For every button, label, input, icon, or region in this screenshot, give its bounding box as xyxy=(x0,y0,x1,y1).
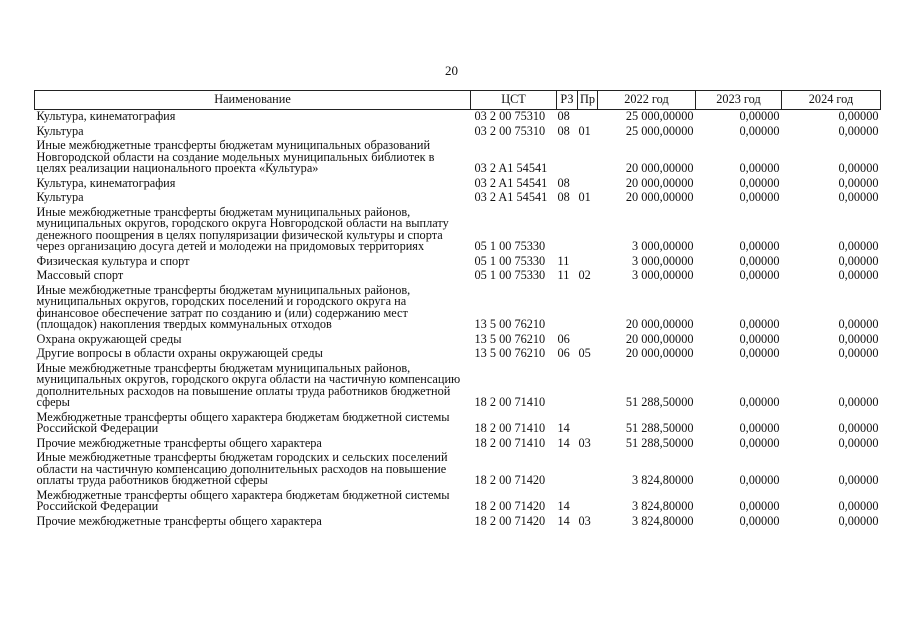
cell-pr: 01 xyxy=(578,190,591,204)
cell-2023: 0,00000 xyxy=(739,473,780,487)
cell-rz xyxy=(557,206,578,255)
cell-2023: 0,00000 xyxy=(739,109,780,123)
cell-name: Межбюджетные трансферты общего характера бюджетам бюджетной системы Российской Федерации xyxy=(36,409,450,435)
cell-2024: 0,00000 xyxy=(838,331,879,346)
table-row xyxy=(35,191,881,206)
cell-name: Иные межбюджетные трансферты бюджетам муниципальных образований Новгородской области на создание модельных муниципальных библиотек в целях реализации национального проекта «Культура» xyxy=(36,138,435,175)
cell-2024: 0,00000 xyxy=(838,346,879,360)
cell-2024: 0,00000 xyxy=(838,109,879,123)
cell-name: Иные межбюджетные трансферты бюджетам городских и сельских поселений области на частичную компенсацию дополнительных расходов на повышение оплаты труда работников бюджетной сферы xyxy=(36,450,448,487)
cell-2022: 25 000,00000 xyxy=(625,123,694,138)
cell-rz: 06 xyxy=(557,346,570,360)
cell-cst: 03 2 00 75310 xyxy=(474,109,546,123)
cell-rz: 08 xyxy=(557,175,570,190)
cell-2024: 0,00000 xyxy=(838,123,879,138)
cell-2024: 0,00000 xyxy=(838,239,879,253)
cell-name: Иные межбюджетные трансферты бюджетам муниципальных районов, муниципальных округов, городского округа области на частичную компенсацию дополнительных расходов на повышение оплаты труда работников бюджетной сферы xyxy=(36,360,461,409)
table-row xyxy=(35,269,881,284)
cell-2024: 0,00000 xyxy=(838,317,879,331)
cell-2023: 0,00000 xyxy=(739,331,780,346)
cell-cst: 05 1 00 75330 xyxy=(474,268,546,282)
cell-rz: 06 xyxy=(557,331,570,346)
cell-cst: 03 2 A1 54541 xyxy=(474,161,548,175)
table-row xyxy=(35,206,881,255)
cell-cst: 18 2 00 71420 xyxy=(474,499,546,513)
cell-cst: 18 2 00 71420 xyxy=(474,513,546,528)
cell-name: Прочие межбюджетные трансферты общего характера xyxy=(36,513,322,528)
cell-rz xyxy=(557,362,578,411)
cell-pr xyxy=(578,333,598,348)
cell-pr: 02 xyxy=(578,268,591,282)
cell-rz xyxy=(557,284,578,333)
column-header-pr: Пр xyxy=(578,91,598,110)
cell-2022: 20 000,00000 xyxy=(625,190,694,204)
cell-rz: 14 xyxy=(557,421,570,435)
cell-pr xyxy=(578,255,598,270)
cell-pr xyxy=(578,411,598,437)
table-row xyxy=(35,515,881,530)
cell-rz xyxy=(557,139,578,177)
table-row xyxy=(35,362,881,411)
table-row xyxy=(35,437,881,452)
cell-name: Культура xyxy=(36,190,84,204)
cell-2023: 0,00000 xyxy=(739,253,780,268)
cell-pr: 05 xyxy=(578,346,591,360)
cell-cst: 05 1 00 75330 xyxy=(474,239,546,253)
cell-cst: 18 2 00 71420 xyxy=(474,473,546,487)
cell-2022: 20 000,00000 xyxy=(625,346,694,360)
cell-pr xyxy=(578,362,598,411)
cell-name: Межбюджетные трансферты общего характера бюджетам бюджетной системы Российской Федерации xyxy=(36,487,450,513)
cell-2023: 0,00000 xyxy=(739,421,780,435)
cell-pr xyxy=(578,110,598,125)
cell-2023: 0,00000 xyxy=(739,175,780,190)
cell-name: Культура, кинематография xyxy=(36,109,176,123)
table-row xyxy=(35,125,881,140)
cell-cst: 18 2 00 71410 xyxy=(474,435,546,450)
cell-2024: 0,00000 xyxy=(838,395,879,409)
cell-2023: 0,00000 xyxy=(739,190,780,204)
column-header-name: Наименование xyxy=(35,91,471,110)
cell-name: Прочие межбюджетные трансферты общего характера xyxy=(36,435,322,450)
cell-rz: 11 xyxy=(557,268,570,282)
cell-name: Охрана окружающей среды xyxy=(36,331,182,346)
cell-cst: 03 2 00 75310 xyxy=(474,123,546,138)
cell-rz: 11 xyxy=(557,253,570,268)
cell-2022: 3 824,80000 xyxy=(632,499,694,513)
cell-cst: 05 1 00 75330 xyxy=(474,253,546,268)
table-row xyxy=(35,333,881,348)
table-header-row xyxy=(35,91,881,110)
cell-name: Культура, кинематография xyxy=(36,175,176,190)
cell-2022: 25 000,00000 xyxy=(625,109,694,123)
cell-2024: 0,00000 xyxy=(838,175,879,190)
page-number: 20 xyxy=(445,63,458,78)
cell-2022: 20 000,00000 xyxy=(625,331,694,346)
cell-2022: 3 824,80000 xyxy=(632,473,694,487)
cell-cst: 03 2 A1 54541 xyxy=(474,190,548,204)
table-row xyxy=(35,255,881,270)
cell-rz: 14 xyxy=(557,435,570,450)
cell-2024: 0,00000 xyxy=(838,268,879,282)
cell-cst: 13 5 00 76210 xyxy=(474,331,546,346)
cell-2022: 20 000,00000 xyxy=(625,161,694,175)
cell-2023: 0,00000 xyxy=(739,435,780,450)
cell-2022: 3 824,80000 xyxy=(632,513,694,528)
cell-pr xyxy=(578,489,598,515)
cell-2024: 0,00000 xyxy=(838,435,879,450)
cell-2022: 3 000,00000 xyxy=(632,253,694,268)
cell-cst: 13 5 00 76210 xyxy=(474,346,546,360)
table-row xyxy=(35,489,881,515)
cell-2024: 0,00000 xyxy=(838,421,879,435)
cell-2024: 0,00000 xyxy=(838,473,879,487)
table-row xyxy=(35,110,881,125)
cell-2023: 0,00000 xyxy=(739,513,780,528)
cell-2022: 20 000,00000 xyxy=(625,175,694,190)
table-row xyxy=(35,411,881,437)
cell-2022: 51 288,50000 xyxy=(625,421,694,435)
cell-rz: 08 xyxy=(557,109,570,123)
cell-pr: 03 xyxy=(578,435,591,450)
column-header-2022: 2022 год xyxy=(598,91,696,110)
column-header-cst: ЦСТ xyxy=(471,91,557,110)
cell-2024: 0,00000 xyxy=(838,513,879,528)
cell-2023: 0,00000 xyxy=(739,346,780,360)
cell-name: Массовый спорт xyxy=(36,268,124,282)
cell-name: Иные межбюджетные трансферты бюджетам муниципальных районов, муниципальных округов, городского округа Новгородской области на выплату денежного поощрения в целях популяризации физической культуры и спорта через организацию досуга детей и молодежи на придомовых территориях xyxy=(36,204,449,253)
table-row xyxy=(35,347,881,362)
column-header-2023: 2023 год xyxy=(696,91,782,110)
cell-2024: 0,00000 xyxy=(838,253,879,268)
table-row xyxy=(35,451,881,489)
cell-name: Другие вопросы в области охраны окружающей среды xyxy=(36,346,323,360)
table-row xyxy=(35,139,881,177)
cell-cst: 18 2 00 71410 xyxy=(474,395,546,409)
column-header-rz: РЗ xyxy=(557,91,578,110)
cell-rz: 08 xyxy=(557,123,570,138)
cell-2023: 0,00000 xyxy=(739,123,780,138)
cell-2023: 0,00000 xyxy=(739,499,780,513)
cell-pr: 03 xyxy=(578,513,591,528)
cell-2024: 0,00000 xyxy=(838,161,879,175)
cell-name: Иные межбюджетные трансферты бюджетам муниципальных районов, муниципальных округов, городских поселений и городского округа на финансовое обеспечение затрат по созданию и (или) содержанию мест (площадок) накопления твердых коммунальных отходов xyxy=(36,282,411,331)
cell-2023: 0,00000 xyxy=(739,268,780,282)
table-row xyxy=(35,284,881,333)
cell-cst: 18 2 00 71410 xyxy=(474,421,546,435)
cell-rz xyxy=(557,451,578,489)
cell-2022: 3 000,00000 xyxy=(632,239,694,253)
cell-2024: 0,00000 xyxy=(838,190,879,204)
cell-2024: 0,00000 xyxy=(838,499,879,513)
cell-pr xyxy=(578,139,598,177)
cell-pr xyxy=(578,206,598,255)
budget-table xyxy=(34,90,881,529)
cell-name: Физическая культура и спорт xyxy=(36,253,190,268)
cell-2022: 20 000,00000 xyxy=(625,317,694,331)
cell-rz: 14 xyxy=(557,499,570,513)
cell-2023: 0,00000 xyxy=(739,239,780,253)
table-row xyxy=(35,177,881,192)
cell-2022: 3 000,00000 xyxy=(632,268,694,282)
cell-2022: 51 288,50000 xyxy=(625,435,694,450)
cell-pr xyxy=(578,451,598,489)
cell-pr xyxy=(578,177,598,192)
cell-rz: 08 xyxy=(557,190,570,204)
cell-2023: 0,00000 xyxy=(739,317,780,331)
cell-2022: 51 288,50000 xyxy=(625,395,694,409)
cell-pr: 01 xyxy=(578,123,591,138)
cell-2023: 0,00000 xyxy=(739,161,780,175)
cell-pr xyxy=(578,284,598,333)
cell-rz: 14 xyxy=(557,513,570,528)
table-body xyxy=(35,110,881,530)
cell-2023: 0,00000 xyxy=(739,395,780,409)
cell-cst: 03 2 A1 54541 xyxy=(474,175,548,190)
column-header-2024: 2024 год xyxy=(782,91,881,110)
cell-cst: 13 5 00 76210 xyxy=(474,317,546,331)
cell-name: Культура xyxy=(36,123,84,138)
